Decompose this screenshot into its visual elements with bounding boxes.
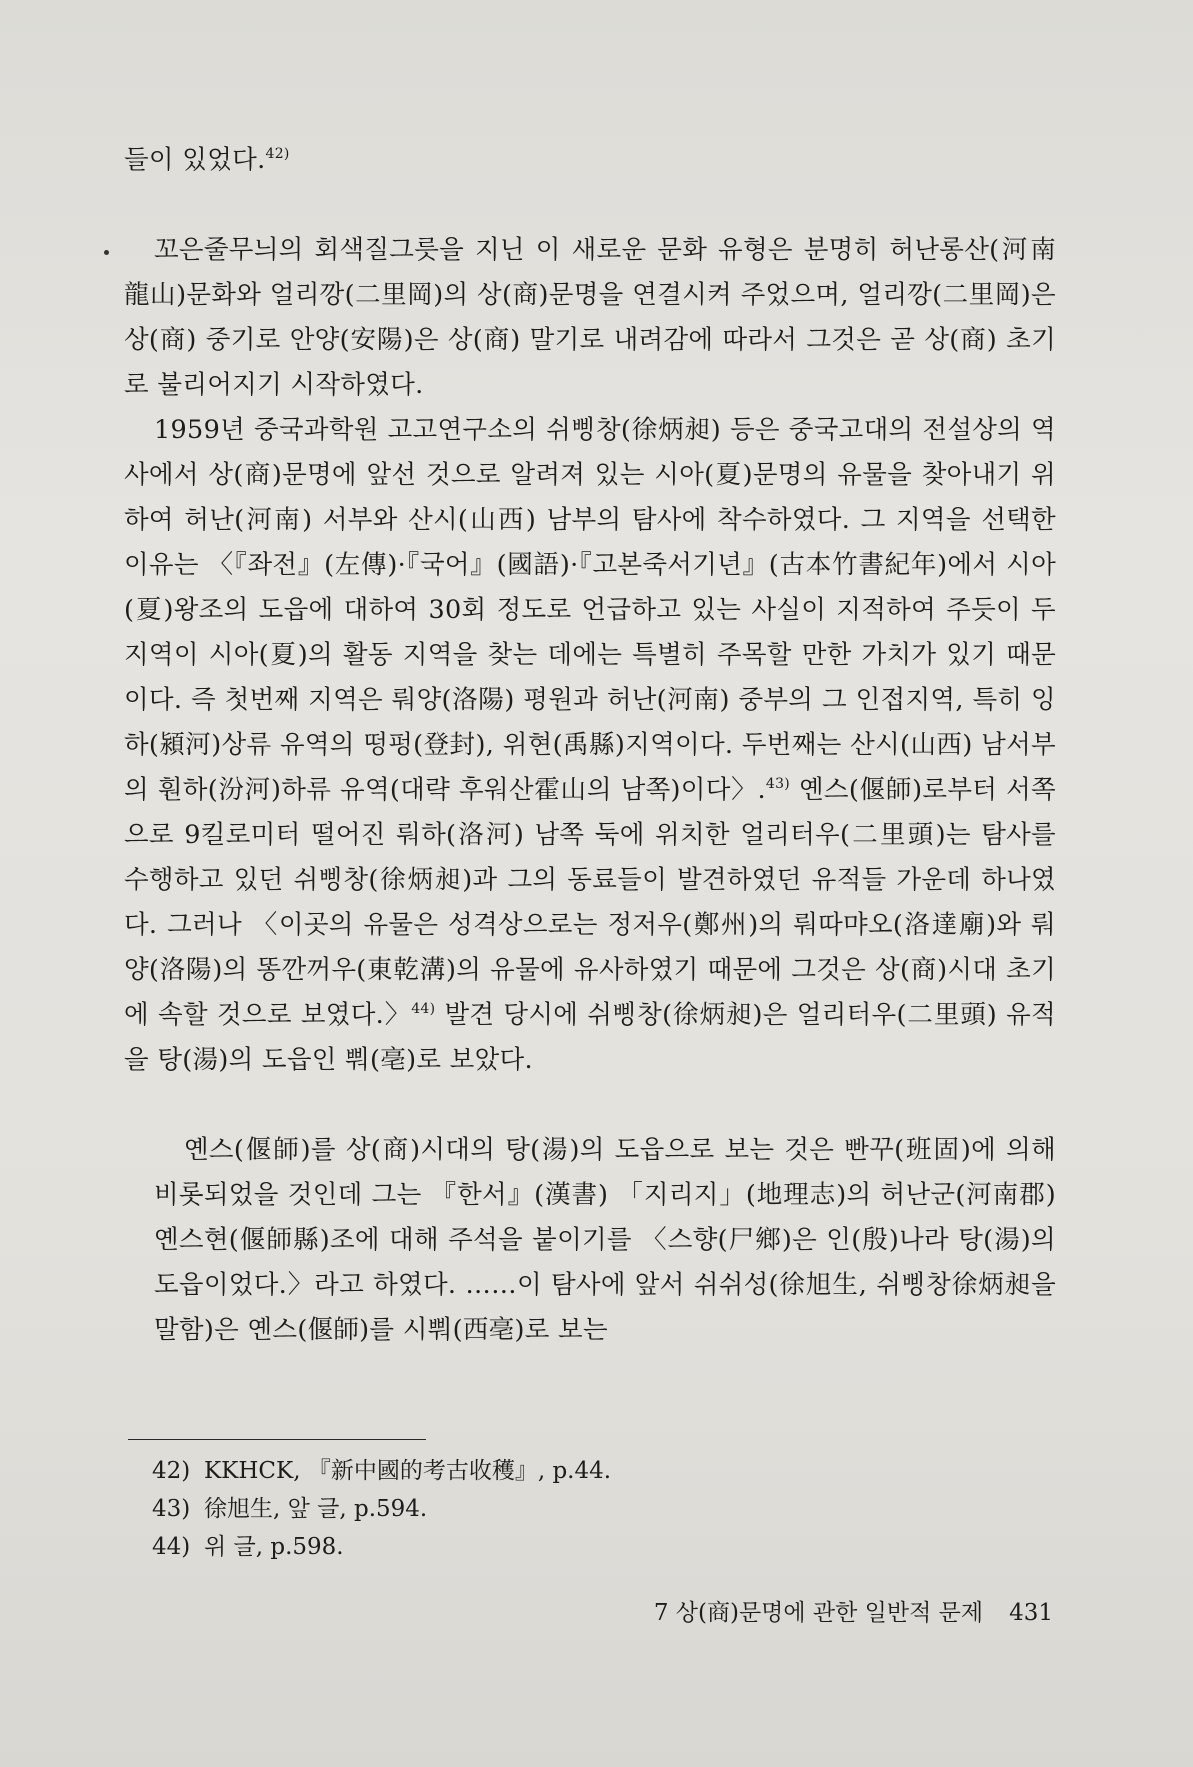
main-text [124, 138, 1056, 1353]
block-quote: 옌스(偃師)를 상(商)시대의 탕(湯)의 도읍으로 보는 것은 빤꾸(班固)에 의해 비롯되었을 것인데 그는 『한서』(漢書) 「지리지」(地理志)의 허난군(河南郡) 옌스현(偃師縣)조에 대해 주석을 붙이기를 〈스향(尸鄉)은 인(殷)나라 탕(湯)의 도읍이었다.〉라고 하였다. ……이 탐사에 앞서 쉬쉬성(徐旭生, 쉬삥창徐炳昶을 말함)은 옌스(偃師)를 시뿨(西亳)로 보는 [154, 1135, 1056, 1345]
footnote-text: 徐旭生, 앞 글, p.594. [204, 1496, 428, 1522]
footnote-ref-43[interactable]: 43) [765, 776, 791, 792]
footnote-42 [152, 1452, 611, 1490]
paragraph-text-b: 옌스(偃師)로부터 서쪽으로 9킬로미터 떨어진 뤄하(洛河) 남쪽 둑에 위치한 얼리터우(二里頭)는 탐사를 수행하고 있던 쉬삥창(徐炳昶)과 그의 동료들이 발견하였던 유적들 가운데 하나였다. 그러나 〈이곳의 유물은 성격상으로는 정저우(鄭州)의 뤄따먀오(洛達廟)와 뤄양(洛陽)의 똥깐꺼우(東乾溝)의 유물에 유사하였기 때문에 그것은 상(商)시대 초기에 속할 것으로 보였다.〉 [124, 775, 1056, 1030]
footnote-ref-42[interactable]: 42) [265, 146, 290, 162]
footnote-number: 42) [152, 1458, 191, 1484]
margin-dot [104, 250, 109, 255]
page-number: 431 [1009, 1600, 1053, 1626]
footnote-44 [152, 1528, 611, 1566]
paragraph-1959-survey [124, 408, 1056, 1083]
chapter-title: 7 상(商)문명에 관한 일반적 문제 [653, 1600, 984, 1626]
paragraph-text: 들이 있었다. [124, 145, 266, 175]
footnote-text: KKHCK, 『新中國的考古收穫』, p.44. [204, 1458, 612, 1484]
footnote-43 [152, 1490, 611, 1528]
footnotes [152, 1452, 611, 1566]
footnote-number: 44) [152, 1534, 191, 1560]
footnote-number: 43) [152, 1496, 191, 1522]
paragraph-text-c: 발견 당시에 쉬삥창(徐炳昶)은 얼리터우(二里頭) 유적을 탕(湯)의 도읍인 뿨(亳)로 보았다. [124, 1000, 1056, 1075]
running-footer [654, 1594, 1053, 1627]
footnote-divider [128, 1439, 426, 1440]
paragraph-continuation [124, 138, 1056, 183]
paragraph-text-a: 1959년 중국과학원 고고연구소의 쉬삥창(徐炳昶) 등은 중국고대의 전설상의 역사에서 상(商)문명에 앞선 것으로 알려져 있는 시아(夏)문명의 유물을 찾아내기 위하여 허난(河南) 서부와 산시(山西) 남부의 탐사에 착수하였다. 그 지역을 선택한 이유는 〈『좌전』(左傳)·『국어』(國語)·『고본죽서기년』(古本竹書紀年)에서 시아(夏)왕조의 도읍에 대하여 30회 정도로 언급하고 있는 사실이 지적하여 주듯이 두 지역이 시아(夏)의 활동 지역을 찾는 데에는 특별히 주목할 만한 가치가 있기 때문이다. 즉 첫번째 지역은 뤄양(洛陽) 평원과 허난(河南) 중부의 그 인접지역, 특히 잉하(潁河)상류 유역의 떵펑(登封), 위현(禹縣)지역이다. 두번째는 산시(山西) 남서부의 훤하(汾河)하류 유역(대략 후워산霍山의 남쪽)이다〉. [124, 415, 1056, 805]
footnote-ref-44[interactable]: 44) [411, 1001, 436, 1017]
footnote-text: 위 글, p.598. [204, 1534, 344, 1560]
paragraph-cord-pottery: 꼬은줄무늬의 회색질그릇을 지닌 이 새로운 문화 유형은 분명히 허난롱산(河南龍山)문화와 얼리깡(二里岡)의 상(商)문명을 연결시켜 주었으며, 얼리깡(二里岡)은 상(商) 중기로 안양(安陽)은 상(商) 말기로 내려감에 따라서 그것은 곧 상(商) 초기로 불리어지기 시작하였다. [124, 235, 1056, 400]
